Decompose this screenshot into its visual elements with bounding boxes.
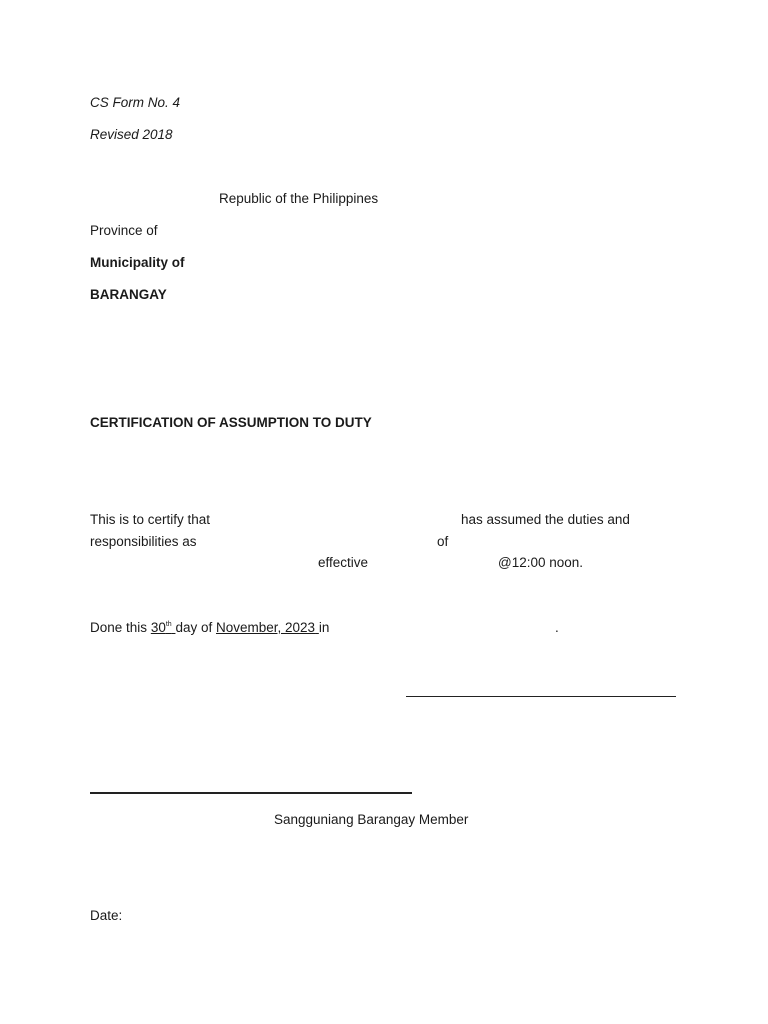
time-text: @12:00 noon. [498, 555, 584, 570]
document-title: CERTIFICATION OF ASSUMPTION TO DUTY [90, 415, 372, 430]
done-day-number: 30 [150, 620, 166, 635]
signature-line-right [406, 696, 676, 697]
signatory-position: Sangguniang Barangay Member [274, 812, 469, 827]
republic-heading: Republic of the Philippines [219, 191, 379, 206]
barangay-label: BARANGAY [90, 287, 167, 302]
form-revised: Revised 2018 [90, 127, 173, 142]
province-label: Province of [90, 223, 158, 238]
done-day [151, 620, 176, 635]
done-month-year: November, 2023 [216, 620, 316, 635]
done-period: . [555, 620, 559, 635]
form-number: CS Form No. 4 [90, 95, 181, 110]
signature-line-left [90, 792, 412, 794]
certify-text: This is to certify that [90, 512, 211, 527]
of-text: of [437, 534, 449, 549]
responsibilities-text: responsibilities as [90, 534, 197, 549]
done-line [90, 621, 329, 635]
assumed-text: has assumed the duties and [461, 512, 630, 527]
done-prefix: Done this [90, 620, 148, 635]
municipality-label: Municipality of [90, 255, 185, 270]
done-day-of: day of [175, 620, 213, 635]
effective-text: effective [318, 555, 369, 570]
done-in: in [318, 620, 330, 635]
done-day-suffix: th [165, 621, 172, 628]
date-label: Date: [90, 908, 123, 923]
